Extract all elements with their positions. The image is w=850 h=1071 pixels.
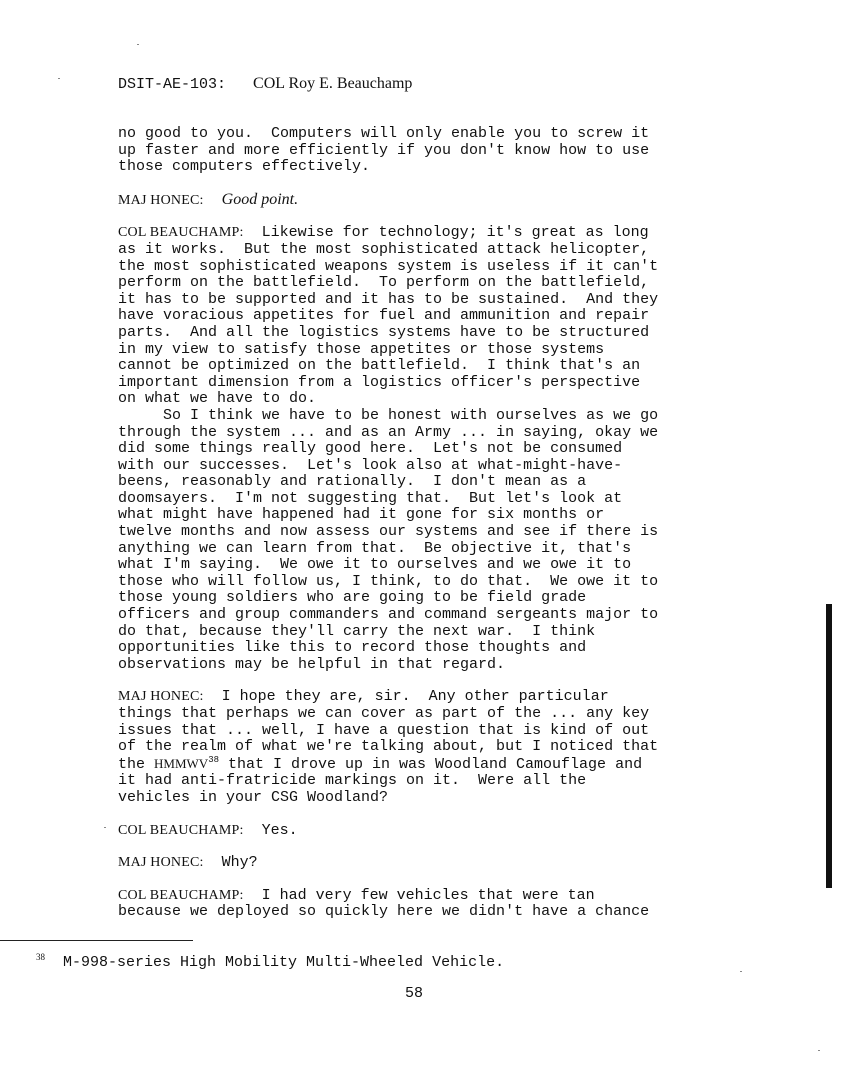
scan-speck [58, 78, 60, 79]
speaker-label: COL BEAUCHAMP: [118, 225, 244, 241]
transcript-body [118, 126, 838, 937]
speaker-label: MAJ HONEC: [118, 192, 204, 208]
speech-text: because we deployed so quickly here we didn't have a chance [118, 903, 650, 921]
speech-text: that I drove up in was Woodland Camouflage and it had anti-fratricide markings on it. Were all the vehicles in your CSG Woodland? [118, 755, 643, 806]
speech-text: things that perhaps we can cover as part of the ... any key issues that ... well, I have a question that is kind of out of the realm of what we're talking about, but I noticed that the [118, 705, 659, 773]
footnote-divider [0, 940, 193, 941]
revision-margin-bar [826, 604, 832, 888]
scan-speck [104, 827, 106, 828]
footnote-reference: 38 [208, 754, 219, 765]
speaker-label: MAJ HONEC: [118, 855, 204, 871]
speaker-label: MAJ HONEC: [118, 689, 204, 705]
paragraph-honec-1 [118, 192, 838, 210]
speech-text: Good point. [221, 190, 299, 208]
scan-speck [740, 971, 742, 972]
doc-id: DSIT-AE-103: [118, 76, 227, 93]
footnote [36, 953, 504, 973]
speech-text: as it works. But the most sophisticated attack helicopter, the most sophisticated weapons system is useless if it can't perform on the battlefield. To perform on the battlefield, it has to be supported and it has to be sustained. And they have voracious appetites for fuel and ammunition and repair parts. And all the logistics systems have to be structured in my view to satisfy those appetites or those systems cannot be optimized on the battlefield. I think that's an important dimension from a logistics officer's perspective on what we have to do. So I think we have to be honest with ourselves as we go through the system ... and as an Army ... in saying, okay we did some things really good here. Let's not be consumed with our successes. Let's look also at what-might-have- beens, reasonably and rationally. I don't mean as a doomsayers. I'm not suggesting that. But let's look at what might have happened had it gone for six months or twelve months and now assess our systems and see if there is anything we can learn from that. Be objective it, that's what I'm saying. We owe it to ourselves and we owe it to those who will follow us, I think, to do that. We owe it to those young soldiers who are going to be field grade officers and group commanders and command sergeants major to do that, because they'll carry the next war. I think opportunities like this to record those thoughts and observations may be helpful in that regard. [118, 240, 659, 673]
page-number: 58 [405, 985, 424, 1002]
page-header [118, 74, 412, 95]
hmmwv-term: HMMWV [154, 755, 209, 771]
scan-speck [137, 44, 139, 45]
paragraph-beauchamp-2 [118, 823, 838, 840]
speaker-label: COL BEAUCHAMP: [118, 887, 244, 903]
speech-text: I hope they are, sir. Any other particular [203, 688, 609, 706]
paragraph-beauchamp-1 [118, 225, 838, 673]
speech-text: Why? [203, 854, 258, 872]
speaker-label: COL BEAUCHAMP: [118, 822, 244, 838]
speech-text: Yes. [243, 821, 298, 839]
speech-text: I had very few vehicles that were tan [243, 886, 595, 904]
paragraph-honec-2 [118, 689, 838, 806]
paragraph-honec-3 [118, 855, 838, 872]
footnote-text: M-998-series High Mobility Multi-Wheeled Vehicle. [45, 954, 505, 971]
scan-speck [818, 1050, 820, 1051]
paragraph-beauchamp-3 [118, 888, 838, 921]
footnote-number: 38 [36, 952, 45, 962]
paragraph-continuation: no good to you. Computers will only enable you to screw it up faster and more efficiently if you don't know how to use those computers effectively. [118, 125, 650, 176]
speech-text: Likewise for technology; it's great as long [243, 224, 649, 242]
interviewee-name: COL Roy E. Beauchamp [253, 75, 413, 92]
